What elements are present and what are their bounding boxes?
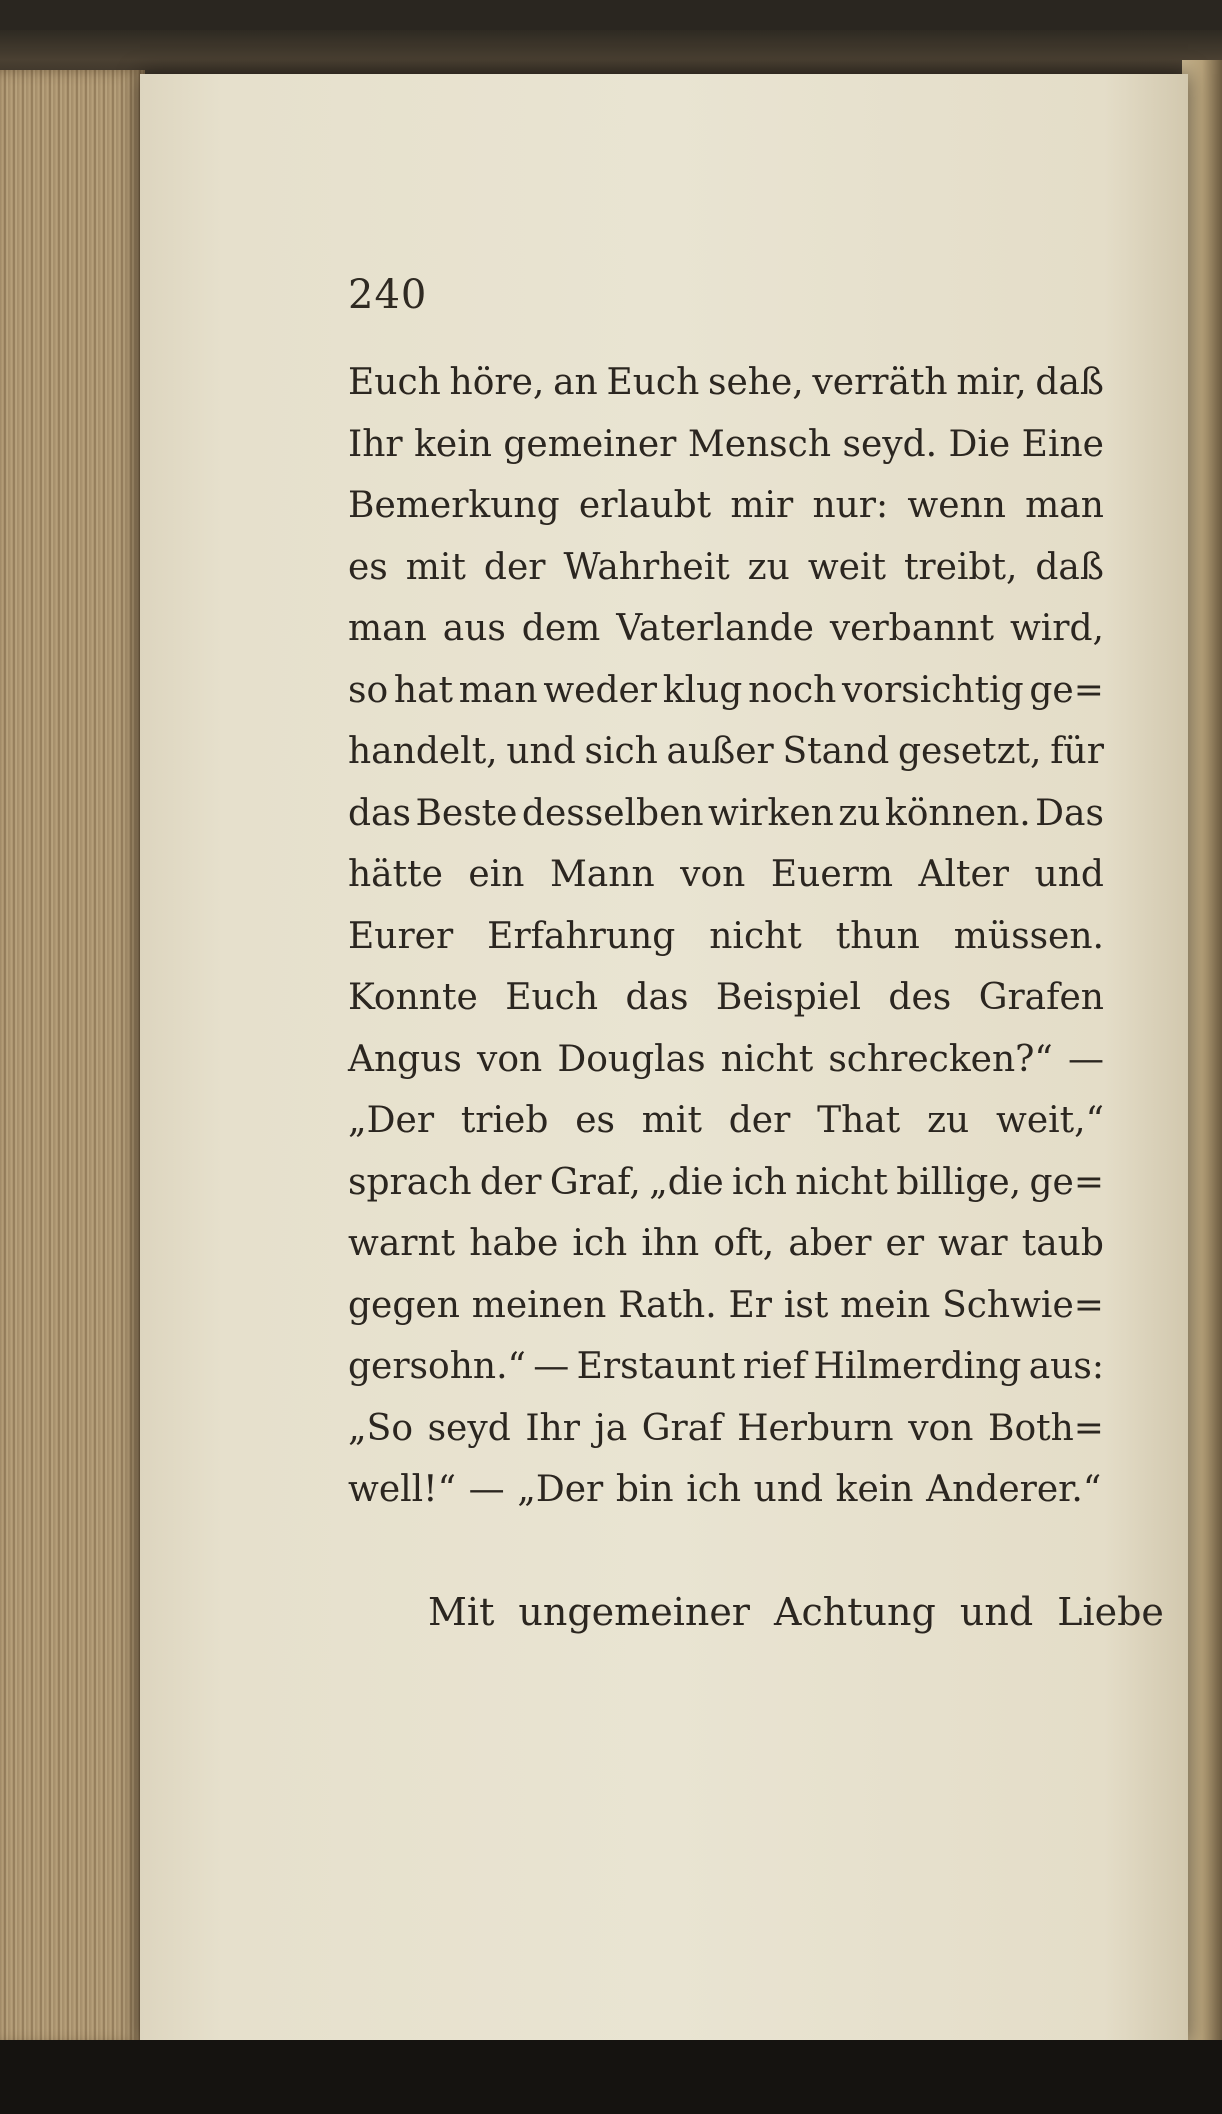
word: von [477, 1038, 543, 1080]
word: Graf [641, 1407, 723, 1449]
text-line [348, 1459, 1104, 1521]
word: „die [649, 1161, 724, 1203]
text-line [348, 537, 1104, 599]
word: weit,“ [996, 1100, 1104, 1141]
word: ge= [1029, 1161, 1104, 1203]
page-edge-right [1182, 60, 1222, 2050]
word: seyd. [842, 423, 938, 465]
word: Herburn [737, 1407, 894, 1449]
word: dem [521, 608, 601, 649]
word: der [728, 1100, 791, 1141]
page-edges-left [0, 70, 145, 2045]
word: gesetzt, [898, 731, 1042, 772]
word: man [458, 669, 538, 711]
text-line [348, 783, 1104, 845]
word: das [625, 977, 689, 1018]
word: „Der [517, 1469, 604, 1510]
word: Rath. [618, 1284, 717, 1326]
word: aus: [1028, 1346, 1104, 1387]
word: Douglas [557, 1038, 706, 1080]
text-line [348, 414, 1104, 476]
body-text [348, 352, 1104, 1521]
word: Wahrheit [563, 546, 730, 588]
word: mir [730, 485, 794, 526]
word: daß [1035, 546, 1104, 588]
word: — [1067, 1038, 1104, 1080]
word: höre, [449, 362, 545, 403]
word: desselben [521, 792, 704, 834]
word: handelt, [348, 731, 498, 772]
word: — [533, 1346, 570, 1387]
text-line [348, 475, 1104, 537]
word: Die [948, 423, 1011, 465]
word: ein [468, 854, 525, 895]
word: schrecken?“ [828, 1038, 1053, 1080]
word: daß [1035, 362, 1104, 403]
text-line [348, 1090, 1104, 1152]
word: wird, [1009, 608, 1104, 649]
word: nicht [720, 1038, 814, 1080]
word: mit [405, 546, 466, 588]
word: Ihr [348, 423, 403, 465]
word: müssen. [953, 915, 1104, 957]
word: Erfahrung [487, 915, 676, 957]
word: Er [728, 1284, 773, 1326]
word: Graf, [549, 1161, 641, 1203]
text-line [348, 1336, 1104, 1398]
word: „So [348, 1407, 413, 1449]
word: zu [927, 1100, 970, 1141]
text-line [348, 352, 1104, 414]
word: Beste [415, 792, 518, 834]
word: bin [615, 1469, 674, 1510]
word: Euch [348, 362, 441, 403]
text-line [348, 660, 1104, 722]
word: gegen [348, 1284, 460, 1326]
word: zu [747, 546, 790, 588]
word: That [817, 1100, 901, 1141]
word: Beispiel [715, 977, 861, 1018]
word: ich [732, 1161, 787, 1203]
word: der [479, 1161, 542, 1203]
book-cover-bottom [0, 2040, 1222, 2114]
text-line [348, 1398, 1104, 1460]
book-cover-top [0, 30, 1222, 80]
word: nicht [795, 1161, 888, 1203]
word: Both= [987, 1407, 1104, 1449]
word: aber [788, 1223, 872, 1264]
word: Angus [348, 1038, 462, 1080]
page-number: 240 [348, 272, 428, 318]
word: zu [838, 792, 881, 834]
word: man [348, 608, 427, 649]
word: sehe, [707, 362, 804, 403]
word: verbannt [829, 608, 995, 649]
word: Schwie= [942, 1284, 1104, 1326]
word: verräth [812, 362, 948, 403]
word: ihn [641, 1223, 700, 1264]
text-line [348, 721, 1104, 783]
word: Eurer [348, 915, 454, 957]
word: und [753, 1469, 824, 1510]
word: meinen [471, 1284, 607, 1326]
word: Mensch [687, 423, 832, 465]
word: thun [835, 915, 920, 957]
word: seyd [427, 1407, 511, 1449]
word: an [553, 362, 598, 403]
word: Anderer.“ [926, 1469, 1102, 1510]
word: das [348, 792, 411, 834]
word: Bemerkung [348, 485, 560, 526]
word: vorsichtig [842, 669, 1024, 711]
word: noch [748, 669, 837, 711]
text-line [348, 598, 1104, 660]
word: warnt [348, 1223, 456, 1264]
word: „Der [348, 1100, 435, 1141]
word: wenn [907, 485, 1006, 526]
word: klug [662, 669, 743, 711]
word: kein [414, 423, 492, 465]
word: es [348, 546, 388, 588]
word: nicht [709, 915, 802, 957]
word: Erstaunt [576, 1346, 736, 1387]
word: Hilmerding [813, 1346, 1022, 1387]
word: Euerm [770, 854, 893, 895]
text-line [348, 1213, 1104, 1275]
word: Grafen [978, 977, 1104, 1018]
word: ge= [1029, 669, 1104, 711]
word: ist [783, 1284, 829, 1326]
word: trieb [460, 1100, 549, 1141]
word: des [888, 977, 952, 1018]
word: rief [742, 1346, 807, 1387]
word: war [938, 1223, 1008, 1264]
word: weder [543, 669, 658, 711]
word: taub [1021, 1223, 1104, 1264]
text-line [348, 1029, 1104, 1091]
text-line [348, 1152, 1104, 1214]
word: der [483, 546, 546, 588]
word: und [506, 731, 576, 772]
word: weit [807, 546, 886, 588]
text-line [348, 967, 1104, 1029]
word: Euch [606, 362, 700, 403]
word: von [908, 1407, 974, 1449]
word: Mann [549, 854, 655, 895]
word: Euch [505, 977, 598, 1018]
word: — [468, 1469, 505, 1510]
word: Eine [1021, 423, 1104, 465]
word: man [1025, 485, 1104, 526]
word: erlaubt [578, 485, 712, 526]
word: mit [641, 1100, 702, 1141]
word: well!“ [348, 1469, 457, 1510]
word: ich [686, 1469, 742, 1510]
word: oft, [713, 1223, 775, 1264]
word: billige, [896, 1161, 1022, 1203]
word: können. [884, 792, 1031, 834]
word: mein [840, 1284, 931, 1326]
word: sich [584, 731, 658, 772]
word: außer [666, 731, 774, 772]
word: Das [1035, 792, 1104, 834]
word: Vaterlande [616, 608, 814, 649]
word: sprach [348, 1161, 472, 1203]
word: Alter [918, 854, 1010, 895]
word: nur: [812, 485, 889, 526]
word: Ihr [525, 1407, 580, 1449]
word: wirken [708, 792, 834, 834]
text-line [348, 906, 1104, 968]
word: hätte [348, 854, 443, 895]
word: hat [393, 669, 454, 711]
word: gersohn.“ [348, 1346, 526, 1387]
word: er [885, 1223, 925, 1264]
word: von [680, 854, 746, 895]
word: für [1050, 731, 1104, 772]
closing-line: Mit ungemeiner Achtung und Liebe [428, 1590, 1164, 1634]
word: und [1034, 854, 1104, 895]
word: gemeiner [503, 423, 677, 465]
word: Stand [782, 731, 890, 772]
word: aus [442, 608, 506, 649]
word: ja [594, 1407, 628, 1449]
word: so [348, 669, 389, 711]
word: Konnte [348, 977, 478, 1018]
text-line [348, 1275, 1104, 1337]
text-line [348, 844, 1104, 906]
word: kein [835, 1469, 914, 1510]
word: habe [469, 1223, 559, 1264]
word: mir, [956, 362, 1027, 403]
word: treibt, [903, 546, 1018, 588]
word: es [575, 1100, 615, 1141]
word: ich [572, 1223, 628, 1264]
